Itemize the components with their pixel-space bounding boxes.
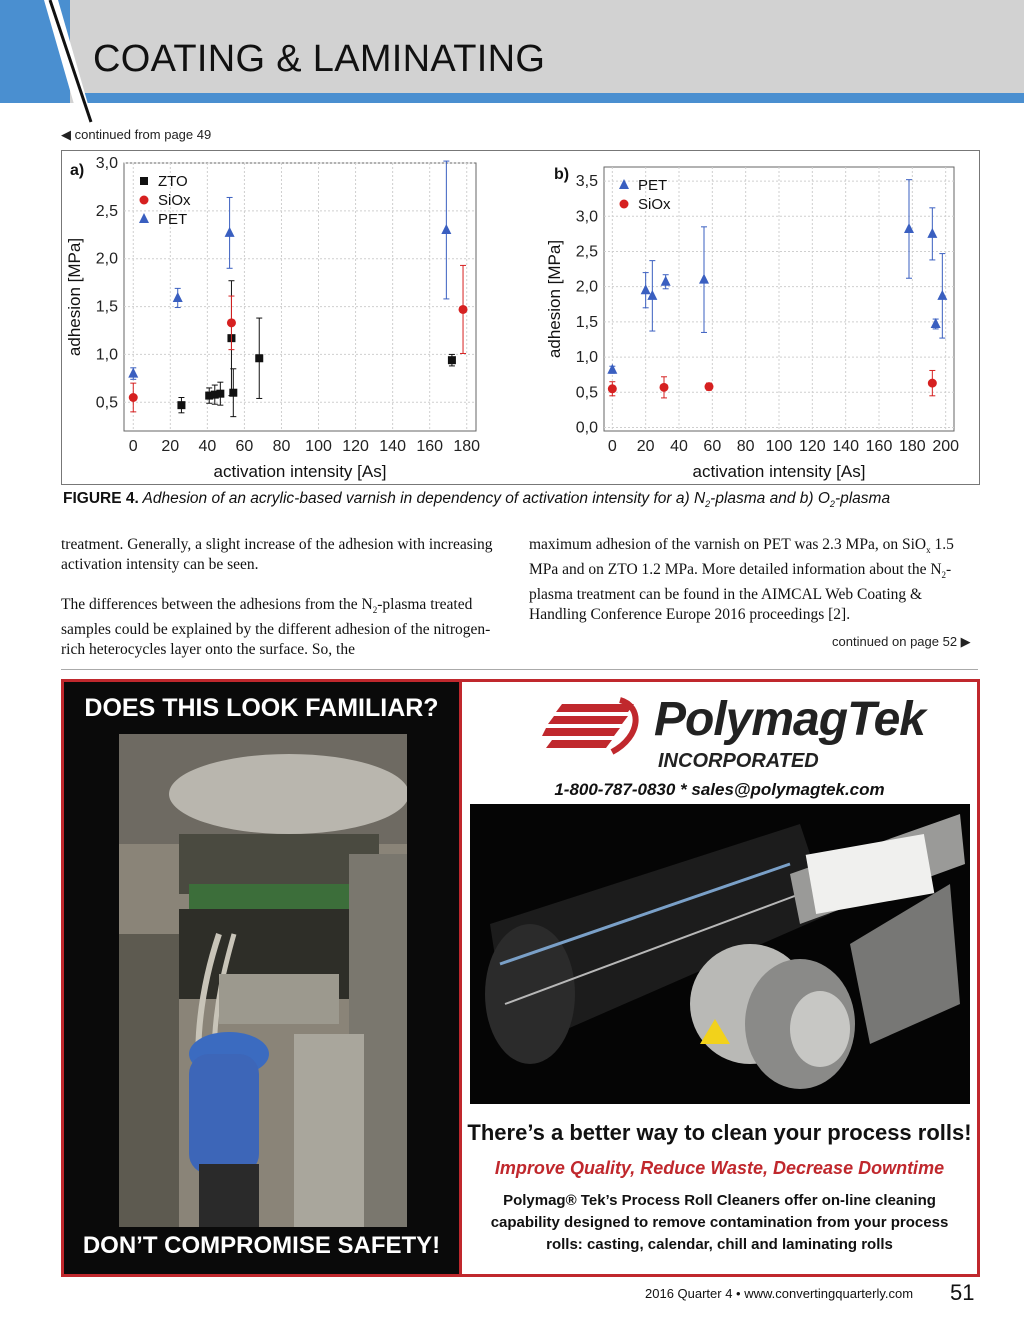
polymagtek-incorporated: INCORPORATED bbox=[658, 750, 819, 772]
data-point-siox bbox=[129, 393, 138, 402]
x-tick-label: 40 bbox=[198, 438, 217, 455]
x-tick-label: 140 bbox=[379, 438, 406, 455]
y-tick-label: 3,0 bbox=[575, 208, 598, 226]
figure-caption-label: FIGURE 4. bbox=[63, 490, 139, 507]
subscript: 2 bbox=[372, 605, 378, 616]
polymagtek-advertisement[interactable] bbox=[61, 679, 980, 1277]
x-tick-label: 80 bbox=[272, 438, 291, 455]
legend-label: SiOx bbox=[638, 196, 671, 213]
legend-label: SiOx bbox=[158, 192, 191, 209]
y-tick-label: 0,5 bbox=[575, 384, 598, 402]
body-column-left bbox=[61, 535, 501, 660]
y-tick-label: 1,0 bbox=[575, 349, 598, 367]
x-tick-label: 180 bbox=[898, 438, 926, 455]
y-tick-label: 0,0 bbox=[575, 419, 598, 437]
data-point-siox bbox=[227, 318, 236, 327]
header-accent-stripe bbox=[80, 93, 1024, 103]
data-point-zto bbox=[448, 356, 456, 364]
body-text: 1.5 MPa and on ZTO 1.2 MPa. More detailed information about the N bbox=[529, 536, 954, 579]
x-tick-label: 100 bbox=[765, 438, 793, 455]
y-tick-label: 1,0 bbox=[95, 346, 118, 364]
caption-subscript-2: 2 bbox=[829, 499, 835, 510]
x-axis-label: activation intensity [As] bbox=[692, 462, 866, 481]
x-tick-label: 80 bbox=[736, 438, 755, 455]
x-tick-label: 0 bbox=[128, 438, 138, 455]
caption-subscript: 2 bbox=[705, 499, 711, 510]
x-tick-label: 20 bbox=[636, 438, 655, 455]
ad-subheadline: Improve Quality, Reduce Waste, Decrease Downtime bbox=[494, 1158, 945, 1178]
y-tick-label: 2,0 bbox=[575, 278, 598, 296]
y-tick-label: 2,0 bbox=[95, 250, 118, 268]
data-point-siox bbox=[928, 379, 937, 388]
x-axis-label: activation intensity [As] bbox=[213, 462, 387, 481]
page-number: 51 bbox=[950, 1280, 975, 1305]
x-tick-label: 140 bbox=[832, 438, 860, 455]
x-tick-label: 60 bbox=[703, 438, 722, 455]
ad-body-copy: Polymag® Tek’s Process Roll Cleaners offer on-line cleaning capability designed to remove contamination from your process rolls: casting, calendar, chill and laminating rolls bbox=[490, 1192, 949, 1253]
y-tick-label: 3,0 bbox=[95, 155, 118, 172]
data-point-zto bbox=[255, 354, 263, 362]
legend-label: ZTO bbox=[158, 173, 188, 190]
subscript: 2 bbox=[941, 570, 947, 581]
data-point-zto bbox=[216, 390, 224, 398]
x-tick-label: 180 bbox=[453, 438, 481, 455]
figure-caption-text: Adhesion of an acrylic-based varnish in dependency of activation intensity for a) N bbox=[138, 490, 706, 507]
figure-4-box bbox=[61, 150, 980, 485]
x-tick-label: 120 bbox=[798, 438, 826, 455]
data-point-zto bbox=[229, 389, 237, 397]
y-tick-label: 2,5 bbox=[95, 202, 118, 220]
body-paragraph-2 bbox=[61, 595, 501, 660]
polymagtek-logo-icon bbox=[542, 696, 642, 756]
body-text: -plasma treated samples could be explained by the different adhesion of the nitrogen-rich heterocycles layer onto the surface. So, the bbox=[61, 596, 491, 659]
x-tick-label: 160 bbox=[865, 438, 893, 455]
figure-caption bbox=[63, 490, 983, 509]
body-paragraph: treatment. Generally, a slight increase of the adhesion with increasing activation intensity can be seen. bbox=[61, 536, 493, 573]
legend-marker bbox=[140, 177, 148, 185]
data-point-siox bbox=[459, 305, 468, 314]
data-point-siox bbox=[660, 383, 669, 392]
y-tick-label: 1,5 bbox=[95, 298, 118, 316]
ad-headline: There’s a better way to clean your process rolls! bbox=[467, 1120, 972, 1145]
footer-issue-url: 2016 Quarter 4 • www.convertingquarterly.com bbox=[645, 1286, 914, 1301]
y-tick-label: 1,5 bbox=[575, 313, 598, 331]
legend-marker bbox=[140, 196, 149, 205]
subscript: x bbox=[926, 545, 931, 556]
x-tick-label: 120 bbox=[342, 438, 369, 455]
ad-safety-slogan: DON’T COMPROMISE SAFETY! bbox=[82, 1232, 441, 1259]
figure-4-charts bbox=[62, 151, 979, 484]
ad-left-panel bbox=[64, 682, 459, 1274]
y-tick-label: 3,5 bbox=[575, 173, 598, 191]
continued-from-link[interactable]: ◀ continued from page 49 bbox=[61, 127, 212, 142]
legend-marker bbox=[620, 200, 629, 209]
x-tick-label: 100 bbox=[305, 438, 332, 455]
body-text: maximum adhesion of the varnish on PET was 2.3 MPa, on SiO bbox=[529, 536, 927, 553]
y-axis-label: adhesion [MPa] bbox=[65, 237, 84, 357]
body-text: The differences between the adhesions from the N bbox=[61, 596, 373, 613]
x-tick-label: 0 bbox=[607, 438, 617, 455]
ad-right-panel bbox=[459, 682, 977, 1274]
x-tick-label: 60 bbox=[235, 438, 254, 455]
section-divider bbox=[61, 669, 978, 670]
data-point-siox bbox=[705, 382, 714, 391]
data-point-zto bbox=[177, 401, 185, 409]
panel-label: b) bbox=[554, 166, 570, 183]
section-title: COATING & LAMINATING bbox=[93, 38, 546, 80]
x-tick-label: 160 bbox=[416, 438, 444, 455]
header-slash-divider bbox=[0, 0, 100, 125]
legend-label: PET bbox=[638, 177, 668, 194]
panel-label: a) bbox=[70, 162, 85, 179]
figure-caption-text-3: -plasma bbox=[834, 490, 891, 507]
ad-roll-cleaner-photo bbox=[470, 804, 970, 1104]
polymagtek-wordmark: PolymagTek bbox=[654, 693, 925, 746]
body-paragraph-3 bbox=[529, 535, 980, 625]
data-point-siox bbox=[608, 384, 617, 393]
y-axis-label: adhesion [MPa] bbox=[545, 239, 564, 359]
figure-caption-text-2: -plasma and b) O bbox=[710, 490, 830, 507]
legend-label: PET bbox=[158, 211, 188, 228]
y-tick-label: 0,5 bbox=[95, 394, 118, 412]
y-tick-label: 2,5 bbox=[575, 243, 598, 261]
x-tick-label: 200 bbox=[932, 438, 960, 455]
ad-contact-info[interactable]: 1-800-787-0830 * sales@polymagtek.com bbox=[554, 780, 885, 799]
ad-left-title: DOES THIS LOOK FAMILIAR? bbox=[84, 694, 439, 722]
x-tick-label: 40 bbox=[670, 438, 688, 455]
body-text: -plasma treatment can be found in the AIMCAL Web Coating & Handling Conference Europe 2016 proceedings [2]. bbox=[529, 561, 952, 624]
x-tick-label: 20 bbox=[161, 438, 180, 455]
continued-on-link[interactable]: continued on page 52 ▶ bbox=[832, 634, 971, 649]
ad-roll-cleaning-photo bbox=[119, 734, 407, 1227]
body-column-right bbox=[529, 535, 980, 625]
